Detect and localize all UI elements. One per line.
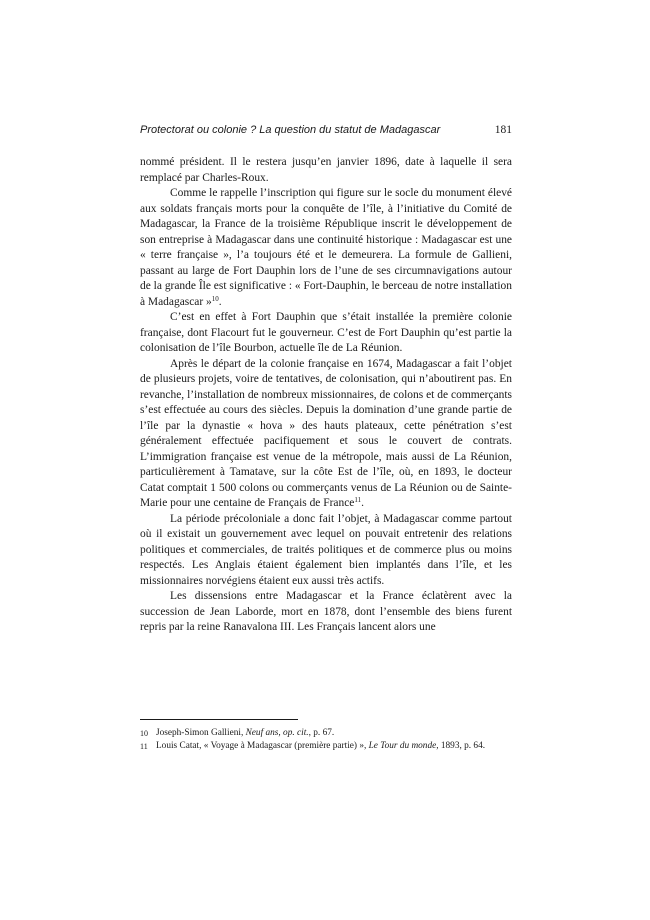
body-text [140, 155, 512, 636]
footnote-author: Louis Catat, « Voyage à Madagascar (première partie) », [156, 741, 369, 751]
paragraph-text: Les dissensions entre Madagascar et la France éclatèrent avec la succession de Jean Laborde, mort en 1878, dont l’ensemble des biens furent repris par la reine Ranavalona III. Les Français lancent alors une [140, 590, 512, 633]
footnote-number: 10 [140, 729, 148, 738]
paragraph [140, 155, 512, 186]
paragraph [140, 186, 512, 310]
paragraph [140, 512, 512, 590]
footnote-number: 11 [140, 742, 148, 751]
paragraph-text: nommé président. Il le restera jusqu’en janvier 1896, date à laquelle il sera remplacé par Charles-Roux. [140, 156, 512, 184]
paragraph-text: . [218, 295, 222, 308]
footnote-ref: 11 [354, 496, 362, 504]
page-number: 181 [494, 124, 512, 136]
paragraph [140, 589, 512, 636]
footnote-work: Neuf ans, op. cit. [245, 728, 309, 738]
footnote [140, 740, 512, 753]
paragraph-text: . [361, 497, 364, 509]
paragraph-text: Comme le rappelle l’inscription qui figure sur le socle du monument élevé aux soldats français morts pour la conquête de l’île, à l’initiative du Comité de Madagascar, la France de la troisième République inscrit le développement de son entreprise à Madagascar dans une continuité historique : Madagascar est une « terre française », l’a toujours été et le demeurera. La formule de Gallieni, passant au large de Fort Dauphin lors de l’une de ses circumnavigations autour de la grande Île est significative : « Fort-Dauphin, le berceau de notre installation à Madagascar » [140, 187, 512, 308]
paragraph-text: C’est en effet à Fort Dauphin que s’était installée la première colonie française, dont Flacourt fut le gouverneur. C’est de Fort Dauphin qu’est partie la colonisation de l’île Bourbon, actuelle île de La Réunion. [140, 311, 512, 354]
footnote-divider [140, 719, 298, 720]
paragraph-text: Après le départ de la colonie française en 1674, Madagascar a fait l’objet de plusieurs projets, voire de tentatives, de colonisation, qui n’aboutirent pas. En revanche, l’installation de nombreux missionnaires, de colons et de commerçants s’est effectuée au cours des siècles. Depuis la domination d’une grande partie de l’île par la dynastie « hova » des hauts plateaux, cette pénétration s’est généralement effectuée pacifiquement et sous le couvert de contrats. L’immigration française est venue de la métropole, mais aussi de La Réunion, particulièrement à Tamatave, sur la côte Est de l’île, où, en 1893, le docteur Catat comptait 1 500 colons ou commerçants venus de La Réunion ou de Sainte-Marie pour une centaine de Français de France [140, 357, 512, 509]
footnote-rest: 1893, p. 64. [438, 741, 486, 751]
footnote-author: Joseph-Simon Gallieni, [156, 728, 246, 738]
footnote-ref: 10 [211, 294, 219, 303]
footnote [140, 727, 512, 740]
footnotes [140, 727, 512, 753]
paragraph-text: La période précoloniale a donc fait l’objet, à Madagascar comme partout où il existait un gouvernement avec lequel on pouvait entretenir des relations politiques et commerciales, de traités politiques et de commerce plus ou moins respectés. Les Anglais étaient également bien implantés dans l’île, et les missionnaires norvégiens étaient eux aussi très actifs. [140, 512, 512, 587]
footnote-work: Le Tour du monde, [368, 741, 439, 751]
running-title: Protectorat ou colonie ? La question du statut de Madagascar [140, 124, 441, 136]
paragraph [140, 310, 512, 357]
paragraph [140, 357, 512, 512]
footnote-rest: , p. 67. [308, 728, 335, 738]
running-header [140, 124, 512, 138]
